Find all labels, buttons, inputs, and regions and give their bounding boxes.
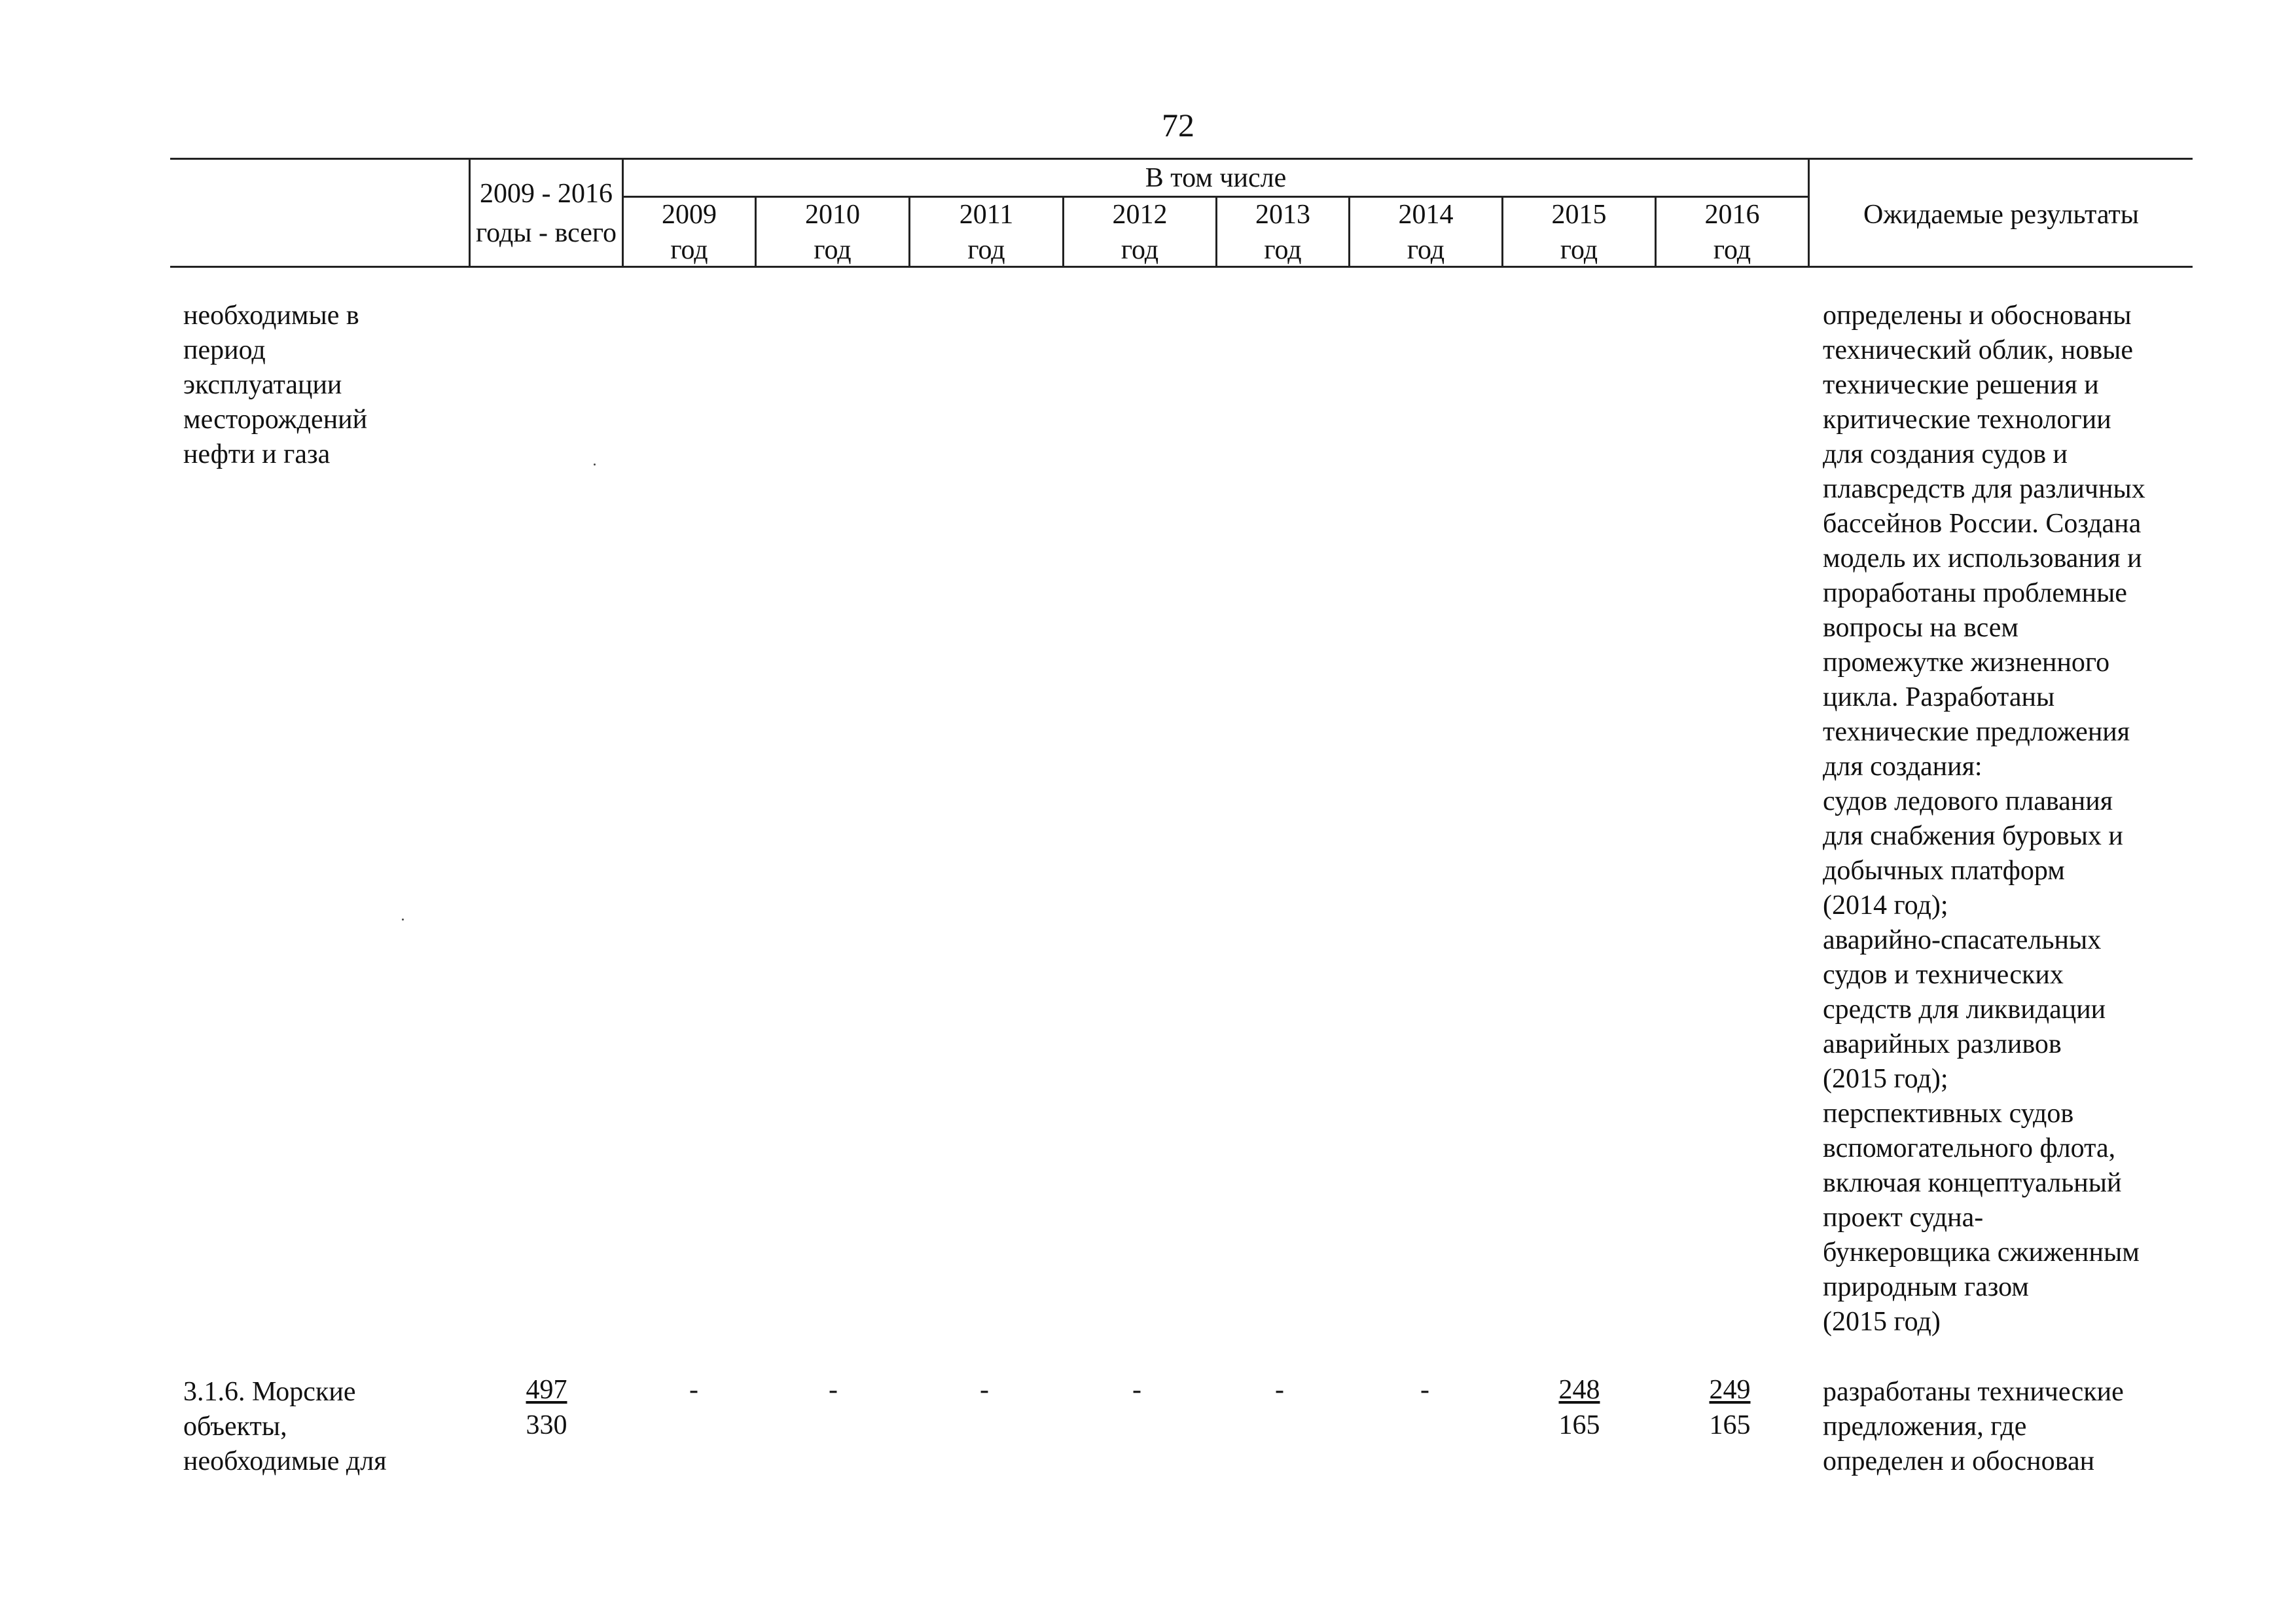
row-316-total-bottom: 330 (526, 1410, 567, 1440)
header-year: 2013 (1255, 200, 1310, 230)
header-year: 2009 (662, 200, 717, 230)
row-316-2015-top: 248 (1558, 1375, 1600, 1405)
header-year-unit: год (1560, 235, 1598, 265)
row-316-2016-top: 249 (1709, 1375, 1751, 1405)
scan-speck (594, 464, 596, 465)
col-divider (469, 158, 471, 268)
header-year-unit: год (1121, 235, 1159, 265)
row-316-2014: - (1420, 1375, 1429, 1405)
header-results: Ожидаемые результаты (1863, 200, 2139, 230)
header-year-unit: год (1713, 235, 1751, 265)
header-year-unit: год (1407, 235, 1445, 265)
scan-speck (402, 919, 404, 921)
header-year-unit: год (670, 235, 708, 265)
header-year: 2016 (1704, 200, 1760, 230)
row-316-name: 3.1.6. Морские объекты, необходимые для (183, 1377, 387, 1476)
row-316-2016 (1687, 1372, 1772, 1443)
row-316-total-top: 497 (526, 1375, 567, 1405)
header-total-line2: годы - всего (475, 218, 617, 248)
row-316-2012: - (1132, 1375, 1141, 1405)
row-316-2010: - (829, 1375, 838, 1405)
header-year-unit: год (967, 235, 1005, 265)
row-316-2013: - (1275, 1375, 1284, 1405)
page-number: 72 (1162, 107, 1194, 143)
header-year: 2011 (959, 200, 1014, 230)
row-316-2009: - (689, 1375, 698, 1405)
row-continuation-results: определены и обоснованы технический облик, новые технические решения и критические технологии для создания судов и плавсредств для различных бассейнов России. Создана модель их использования и проработаны проблемные вопросы на всем промежутке жизненного цикла. Разработаны технические предложения для создания: судов ледового плавания для снабжения буровых и добычных платформ (2014 год); аварийно-спасательных судов и технических средств для ликвидации аварийных разливов (2015 год); перспективных судов вспомогательного флота, включая концептуальный проект судна- бункеровщика сжиженным природным газом (2015 год) (1823, 301, 2145, 1337)
row-316-results: разработаны технические предложения, где определен и обоснован (1823, 1377, 2124, 1476)
header-year: 2015 (1551, 200, 1607, 230)
header-year-unit: год (1264, 235, 1302, 265)
row-316-2011: - (980, 1375, 989, 1405)
header-group-label: В том числе (1145, 163, 1287, 193)
row-316-2015 (1537, 1372, 1622, 1443)
row-continuation-name: необходимые в период эксплуатации месторождений нефти и газа (183, 301, 368, 469)
row-316-2016-bottom: 165 (1709, 1410, 1751, 1440)
header-total-line1: 2009 - 2016 (480, 179, 613, 209)
header-year: 2014 (1398, 200, 1454, 230)
header-year: 2012 (1112, 200, 1168, 230)
row-316-2015-bottom: 165 (1558, 1410, 1600, 1440)
row-316-total (504, 1372, 589, 1443)
header-top-rule (170, 158, 2193, 160)
header-year: 2010 (805, 200, 860, 230)
header-year-unit: год (814, 235, 852, 265)
